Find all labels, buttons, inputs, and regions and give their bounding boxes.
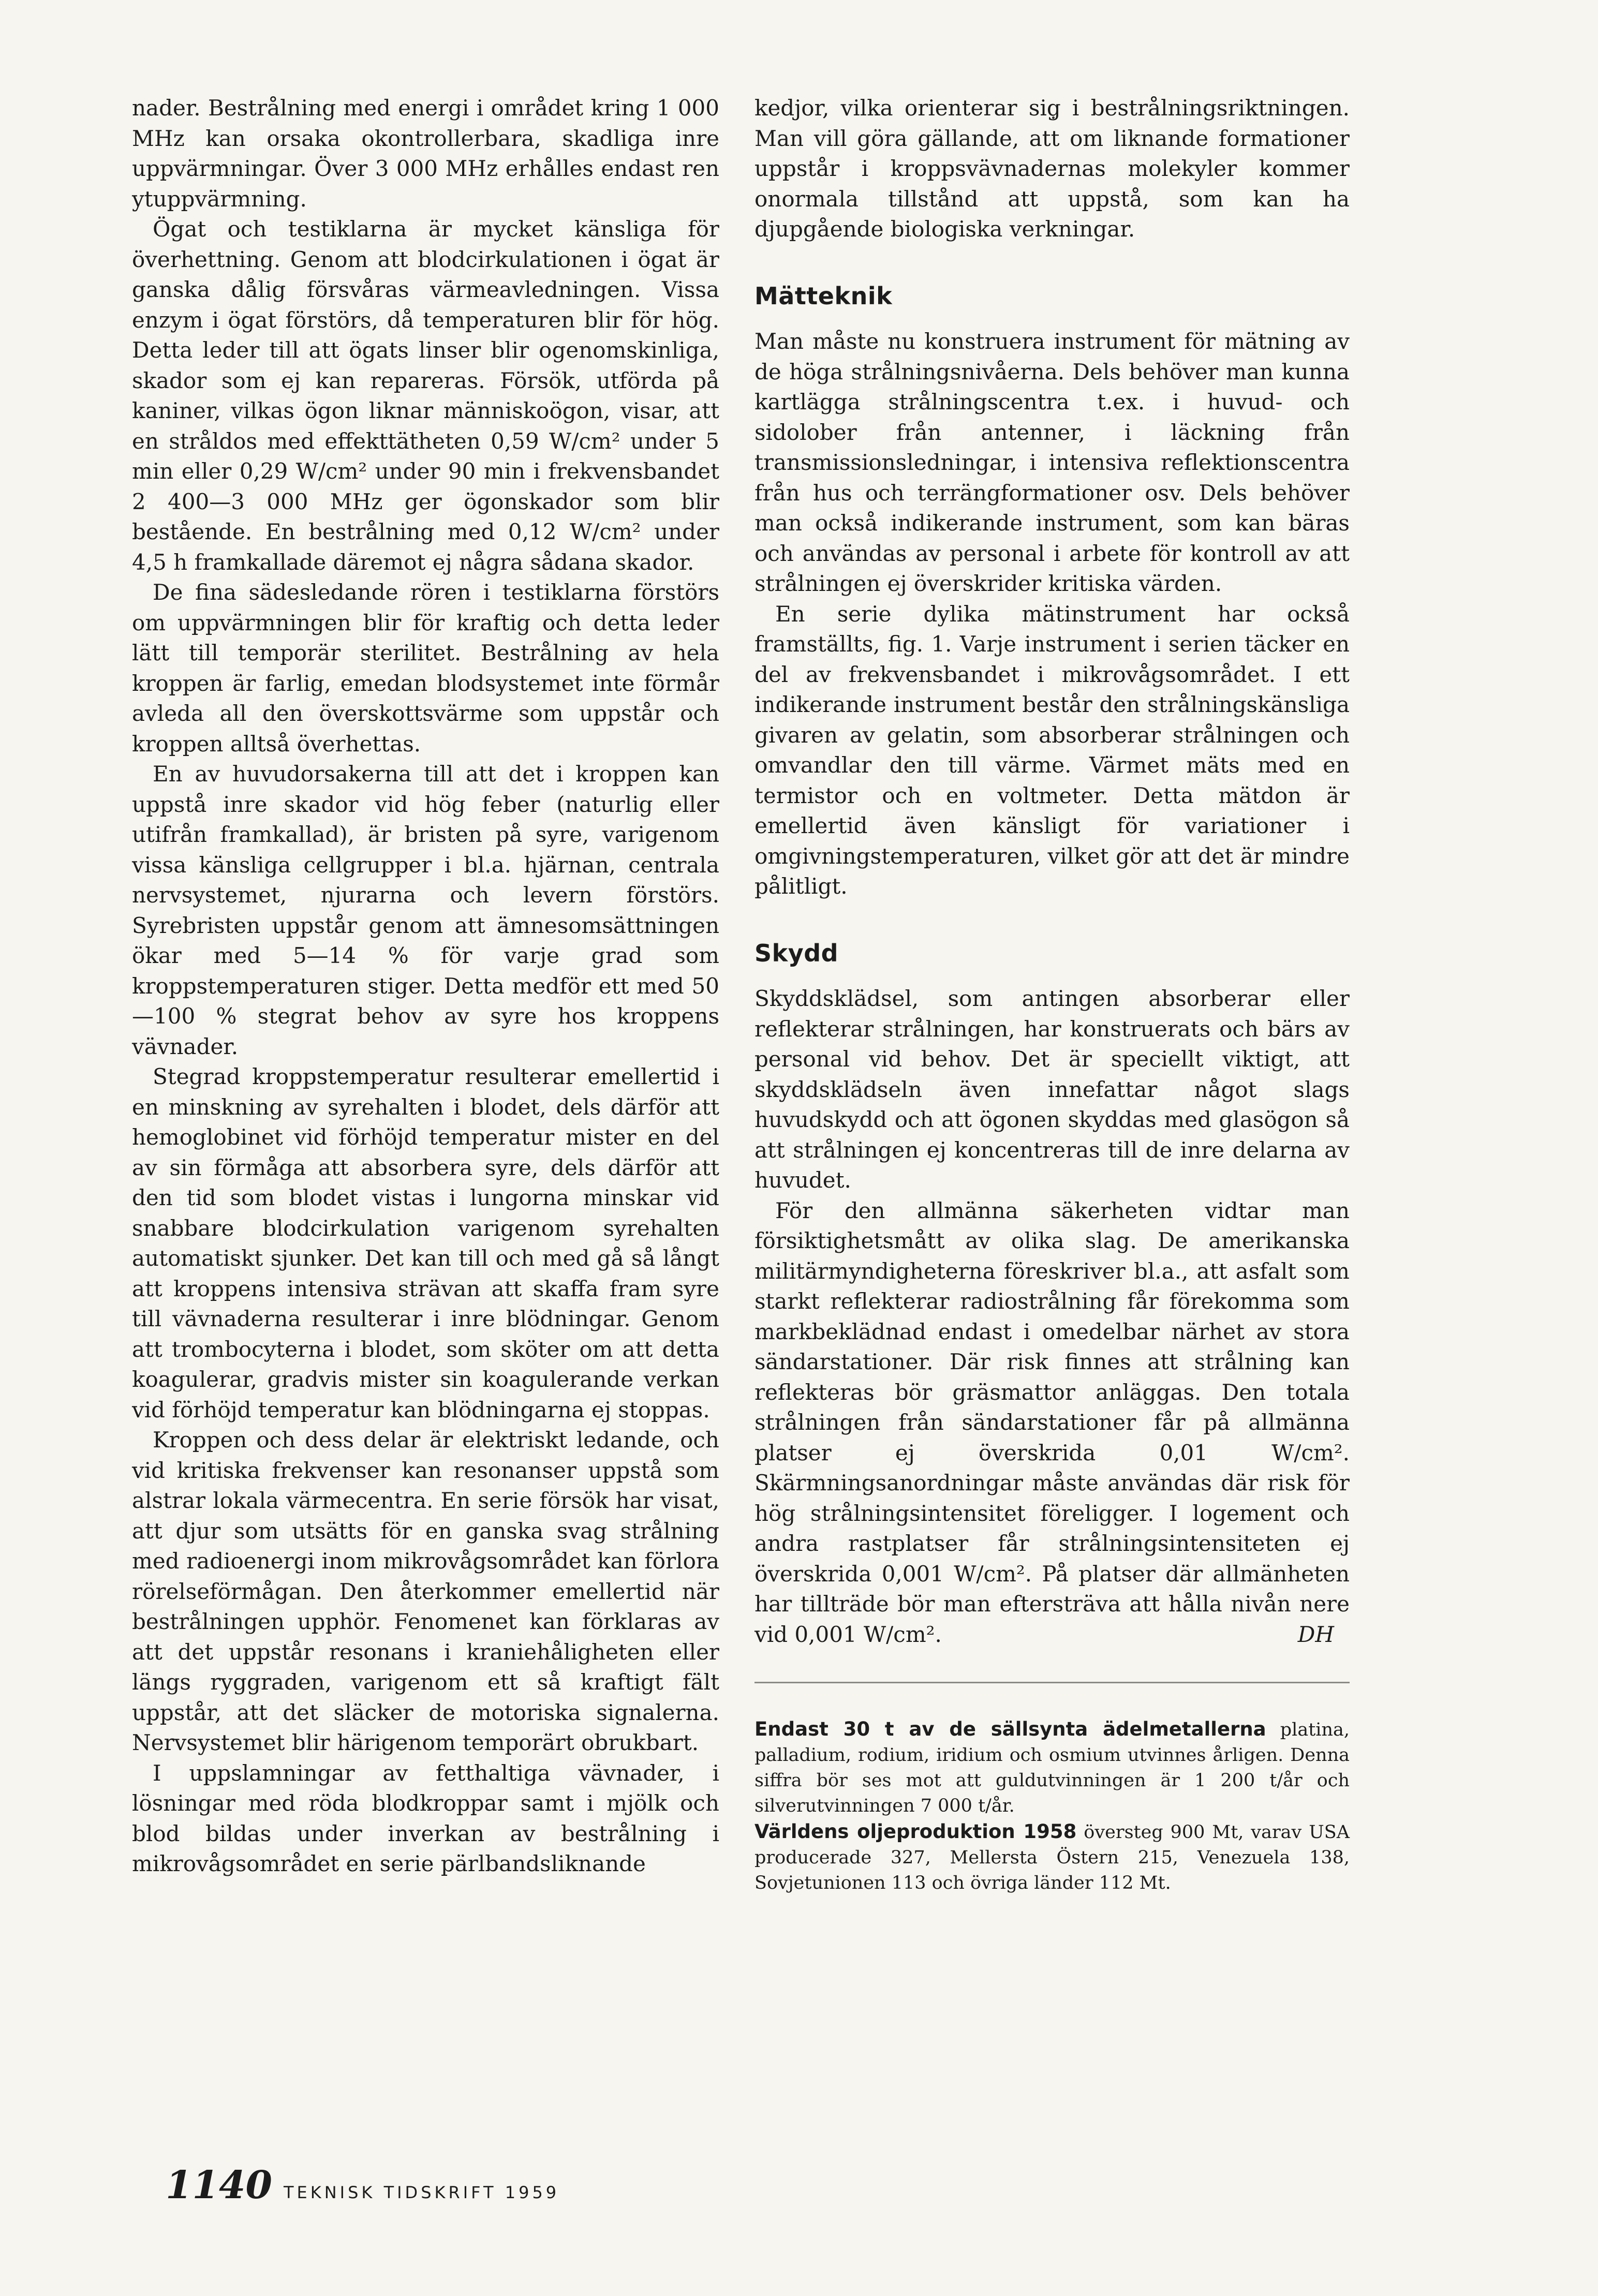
paragraph: En av huvudorsakerna till att det i kroppen kan uppstå inre skador vid hög feber (naturlig eller utifrån framkallad), är bristen på syre, varigenom vissa känsliga cellgrupper i bl.a. hjärnan, centrala nervsystemet, njurarna och levern förstörs. Syrebristen uppstår genom att ämnesomsättningen ökar med 5—14 % för varje grad som kroppstemperaturen stiger. Detta medför ett med 50—100 % stegrat behov av syre hos kroppens vävnader. — [132, 761, 719, 1059]
left-column — [132, 93, 719, 1879]
paragraph — [754, 1196, 1350, 1650]
paragraph: De fina sädesledande rören i testiklarna förstörs om uppvärmningen blir för kraftig och detta leder lätt till temporär sterilitet. Bestrålning av hela kroppen är farlig, emedan blodsystemet inte förmår avleda all den överskottsvärme som uppstår och kroppen alltså överhettas. — [132, 580, 719, 757]
journal-title: TEKNISK TIDSKRIFT 1959 — [283, 2183, 560, 2202]
news-notice — [754, 1716, 1350, 1819]
section-heading-matteknik: Mätteknik — [754, 282, 893, 310]
notice-lead: Endast 30 t av de sällsynta ädelmetallerna — [754, 1718, 1266, 1740]
paragraph-text: För den allmänna säkerheten vidtar man försiktighetsmått av olika slag. De amerikanska militärmyndigheterna föreskriver bl.a., att asfalt som starkt reflekterar radiostrålning får förekomma som markbeklädnad endast i omedelbar närhet av stora sändarstationer. Där risk finnes att strålning kan reflekteras bör gräsmattor anläggas. Den totala strålningen från sändarstationer får på allmänna platser ej överskrida 0,01 W/cm². Skärmningsanordningar måste användas där risk för hög strålningsintensitet föreligger. I logement och andra rastplatser får strålningsintensiteten ej överskrida 0,001 W/cm². På platser där allmänheten har tillträde bör man eftersträva att hålla nivån nere vid 0,001 W/cm². — [754, 1197, 1350, 1647]
section-heading-skydd: Skydd — [754, 939, 839, 967]
paragraph: nader. Bestrålning med energi i området kring 1 000 MHz kan orsaka okontrollerbara, skadliga inre uppvärmningar. Över 3 000 MHz erhålles endast ren ytuppvärmning. — [132, 95, 719, 212]
notice-text: översteg 900 Mt, varav USA producerade 327, Mellersta Östern 215, Venezuela 138, Sovjetunionen 113 och övriga länder 112 Mt. — [754, 1822, 1350, 1893]
paragraph: Ögat och testiklarna är mycket känsliga för överhettning. Genom att blodcirkulationen i ögat är ganska dålig försvåras värmeavledningen. Vissa enzym i ögat förstörs, då temperaturen blir för hög. Detta leder till att ögats linser blir ogenomskinliga, skador som ej kan repareras. Försök, utförda på kaniner, vilkas ögon liknar människoögon, visar, att en stråldos med effekttätheten 0,59 W/cm² under 5 min eller 0,29 W/cm² under 90 min i frekvensbandet 2 400—3 000 MHz ger ögonskador som blir bestående. En bestrålning med 0,12 W/cm² under 4,5 h framkallade däremot ej några sådana skador. — [132, 216, 719, 575]
section-divider — [754, 1682, 1350, 1683]
paragraph: Kroppen och dess delar är elektriskt ledande, och vid kritiska frekvenser kan resonanser uppstå som alstrar lokala värmecentra. En serie försök har visat, att djur som utsätts för en ganska svag strålning med radioenergi inom mikrovågsområdet kan förlora rörelseförmågan. Den återkommer emellertid när bestrålningen upphör. Fenomenet kan förklaras av att det uppstår resonans i kraniehåligheten eller längs ryggraden, varigenom ett så kraftigt fält uppstår, att det släcker de motoriska signalerna. Nervsystemet blir härigenom temporärt obrukbart. — [132, 1427, 719, 1755]
notice-text: platina, palladium, rodium, iridium och osmium utvinnes årligen. Denna siffra bör ses mot att guldutvinningen är 1 200 t/år och silverutvinningen 7 000 t/år. — [754, 1720, 1350, 1816]
notice-lead: Världens oljeproduktion 1958 — [754, 1820, 1077, 1843]
paragraph: kedjor, vilka orienterar sig i bestrålningsriktningen. Man vill göra gällande, att om liknande formationer uppstår i kroppsvävnadernas molekyler kommer onormala tillstånd att uppstå, som kan ha djupgående biologiska verkningar. — [754, 95, 1350, 242]
page-number: 1140 — [166, 2163, 272, 2208]
paragraph: En serie dylika mätinstrument har också framställts, fig. 1. Varje instrument i serien täcker en del av frekvensbandet i mikrovågsområdet. I ett indikerande instrument består den strålningskänsliga givaren av gelatin, som absorberar strålningen och omvandlar den till värme. Värmet mäts med en termistor och en voltmeter. Detta mätdon är emellertid även känsligt för variationer i omgivningstemperaturen, vilket gör att det är mindre pålitligt. — [754, 601, 1350, 899]
author-signature: DH — [1297, 1621, 1334, 1647]
news-notice — [754, 1819, 1350, 1896]
paragraph: Skyddsklädsel, som antingen absorberar eller reflekterar strålningen, har konstruerats och bärs av personal vid behov. Det är speciellt viktigt, att skyddsklädseln även innefattar något slags huvudskydd och att ögonen skyddas med glasögon så att strålningen ej koncentreras till de inre delarna av huvudet. — [754, 986, 1350, 1193]
paragraph: Stegrad kroppstemperatur resulterar emellertid i en minskning av syrehalten i blodet, dels därför att hemoglobinet vid förhöjd temperatur mister en del av sin förmåga att absorbera syre, dels därför att den tid som blodet vistas i lungorna minskar vid snabbare blodcirkulation varigenom syrehalten automatiskt sjunker. Det kan till och med gå så långt att kroppens intensiva strävan att skaffa fram syre till vävnaderna resulterar i inre blödningar. Genom att trombocyterna i blodet, som sköter om att detta koagulerar, gradvis mister sin koagulerande verkan vid förhöjd temperatur kan blödningarna ej stoppas. — [132, 1064, 719, 1423]
right-column — [754, 93, 1350, 1896]
page-footer — [166, 2163, 559, 2208]
paragraph: I uppslamningar av fetthaltiga vävnader, i lösningar med röda blodkroppar samt i mjölk och blod bildas under inverkan av bestrålning i mikrovågsområdet en serie pärlbandsliknande — [132, 1760, 719, 1876]
paragraph: Man måste nu konstruera instrument för mätning av de höga strålningsnivåerna. Dels behöver man kunna kartlägga strålningscentra t.ex. i huvud- och sidolober från antenner, i läckning från transmissionsledningar, i intensiva reflektionscentra från hus och terrängformationer osv. Dels behöver man också indikerande instrument, som kan bäras och användas av personal i arbete för kontroll av att strålningen ej överskrider kritiska värden. — [754, 329, 1350, 596]
